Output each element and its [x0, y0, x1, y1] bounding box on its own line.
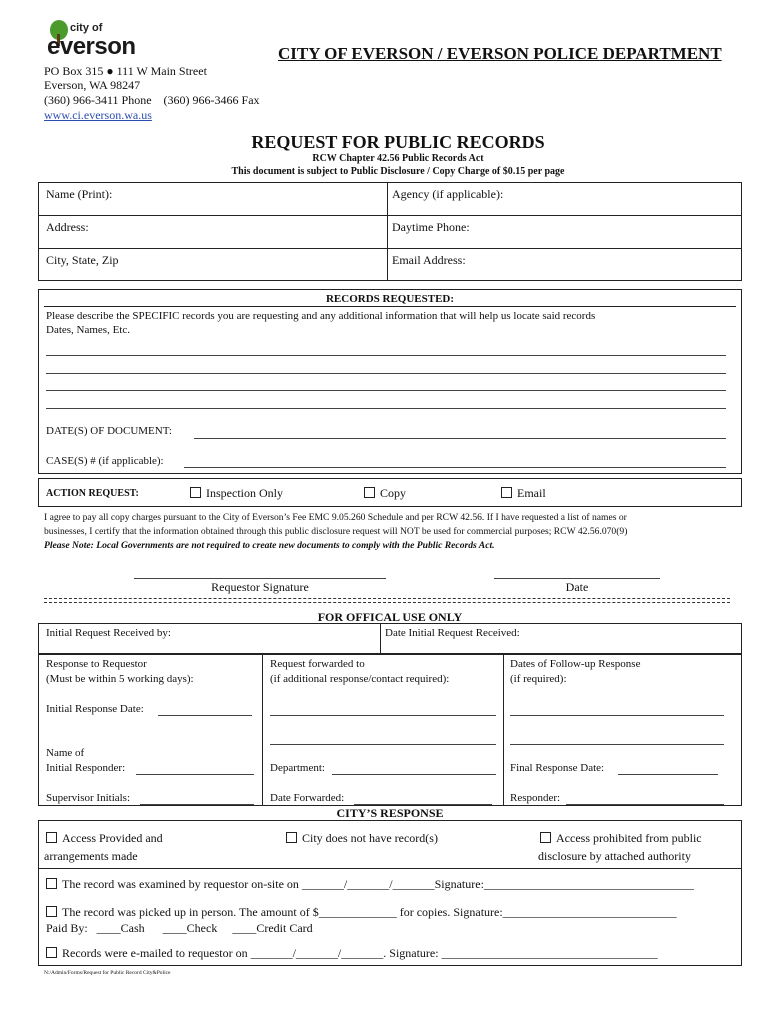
section-divider [44, 598, 730, 603]
records-instruction-1: Please describe the SPECIFIC records you are requesting and any additional information that will help us locate said records [46, 310, 596, 322]
agreement-line-1: I agree to pay all copy charges pursuant to the City of Everson’s Fee EMC 9.05.260 Schedule and per RCW 42.56. If I have requested a list of names or [44, 512, 627, 523]
if-additional-label: (if additional response/contact required): [270, 673, 450, 685]
agency-field[interactable]: Agency (if applicable): [392, 187, 504, 201]
footer-file-path: N:/Admin/Forms/Request for Public Record City&Police [44, 970, 171, 976]
paid-by-label: Paid By: ____Cash ____Check ____Credit Card [46, 921, 313, 935]
initial-response-date-label: Initial Response Date: [46, 703, 144, 715]
date-signature-label: Date [565, 580, 589, 594]
inspection-only-checkbox[interactable] [190, 486, 283, 501]
website-link[interactable]: www.ci.everson.wa.us [44, 108, 152, 122]
no-record-checkbox[interactable] [286, 831, 438, 846]
email-checkbox[interactable] [501, 486, 546, 501]
phone-line: (360) 966-3411 Phone (360) 966-3466 Fax [44, 93, 260, 107]
records-line-2[interactable] [46, 373, 726, 374]
followup-dates-label: Dates of Follow-up Response [510, 658, 641, 670]
supervisor-initials-label: Supervisor Initials: [46, 792, 131, 804]
initial-received-label: Initial Request Received by: [46, 627, 171, 639]
emailed-label: Records were e-mailed to requestor on _______/_______/_______. Signature: ____________________________________ [62, 946, 658, 960]
checkbox-icon[interactable] [46, 832, 57, 843]
department-line[interactable] [332, 774, 496, 775]
department-title: CITY OF EVERSON / EVERSON POLICE DEPARTMENT [278, 44, 722, 63]
examined-label: The record was examined by requestor on-site on _______/_______/_______Signature:___________________________________ [62, 877, 694, 891]
copy-checkbox[interactable] [364, 486, 406, 501]
no-record-label: City does not have record(s) [302, 831, 438, 845]
official-use-heading: FOR OFFICAL USE ONLY [317, 610, 463, 624]
requestor-signature-line[interactable] [134, 578, 386, 579]
initial-responder-label: Initial Responder: [46, 762, 126, 774]
date-forwarded-line[interactable] [354, 804, 492, 805]
checkbox-icon[interactable] [46, 947, 57, 958]
access-prohibited-label: Access prohibited from public [556, 831, 702, 845]
checkbox-icon[interactable] [46, 878, 57, 889]
case-number-label: CASE(S) # (if applicable): [46, 455, 164, 467]
records-line-3[interactable] [46, 390, 726, 391]
forwarded-line-1[interactable] [270, 715, 496, 716]
checkbox-icon[interactable] [46, 906, 57, 917]
followup-line-1[interactable] [510, 715, 724, 716]
within-5-days-label: (Must be within 5 working days): [46, 673, 194, 685]
inspection-only-label: Inspection Only [206, 486, 283, 500]
form-subtitle-1: RCW Chapter 42.56 Public Records Act [312, 153, 484, 164]
dates-of-document-line[interactable] [194, 438, 726, 439]
forwarded-to-label: Request forwarded to [270, 658, 365, 670]
daytime-phone-field[interactable]: Daytime Phone: [392, 220, 470, 234]
address-line-2: Everson, WA 98247 [44, 78, 141, 92]
email-option-label: Email [517, 486, 546, 500]
response-to-requestor-label: Response to Requestor [46, 658, 147, 670]
name-of-label: Name of [46, 747, 85, 759]
city-logo [44, 18, 136, 62]
agreement-note: Please Note: Local Governments are not required to create new documents to comply with the Public Records Act. [44, 540, 495, 551]
records-heading: RECORDS REQUESTED: [325, 293, 455, 305]
records-line-1[interactable] [46, 355, 726, 356]
forwarded-line-2[interactable] [270, 744, 496, 745]
access-provided-label: Access Provided and [62, 831, 163, 845]
emailed-checkbox[interactable] [46, 946, 658, 961]
address-field[interactable]: Address: [46, 220, 89, 234]
address-line-1: PO Box 315 ● 111 W Main Street [44, 64, 207, 78]
picked-up-checkbox[interactable] [46, 905, 677, 920]
dates-of-document-label: DATE(S) OF DOCUMENT: [46, 425, 172, 437]
initial-response-date-line[interactable] [158, 715, 252, 716]
access-provided-checkbox[interactable] [46, 831, 163, 846]
email-field[interactable]: Email Address: [392, 253, 466, 267]
date-signature-line[interactable] [494, 578, 660, 579]
checkbox-icon[interactable] [501, 487, 512, 498]
name-field[interactable]: Name (Print): [46, 187, 113, 201]
department-label: Department: [270, 762, 325, 774]
date-forwarded-label: Date Forwarded: [270, 792, 345, 804]
if-required-label: (if required): [510, 673, 567, 685]
records-instruction-2: Dates, Names, Etc. [46, 324, 130, 336]
access-prohibited-checkbox[interactable] [540, 831, 702, 846]
responder-line[interactable] [566, 804, 724, 805]
form-subtitle-2: This document is subject to Public Disclosure / Copy Charge of $0.15 per page [231, 166, 565, 177]
checkbox-icon[interactable] [286, 832, 297, 843]
city-state-zip-field[interactable]: City, State, Zip [46, 253, 119, 267]
arrangements-made-label: arrangements made [44, 849, 138, 863]
supervisor-initials-line[interactable] [140, 804, 254, 805]
records-line-4[interactable] [46, 408, 726, 409]
case-number-line[interactable] [184, 467, 726, 468]
followup-line-2[interactable] [510, 744, 724, 745]
action-request-label: ACTION REQUEST: [46, 488, 139, 499]
disclosure-authority-label: disclosure by attached authority [538, 849, 691, 863]
city-response-heading: CITY’S RESPONSE [336, 806, 444, 820]
form-title: REQUEST FOR PUBLIC RECORDS [251, 132, 545, 152]
agreement-line-2: businesses, I certify that the information obtained through this public disclosure request will NOT be used for commercial purposes; RCW 42.56.070(9) [44, 526, 628, 537]
responder-label: Responder: [510, 792, 561, 804]
examined-checkbox[interactable] [46, 877, 694, 892]
final-response-date-line[interactable] [618, 774, 718, 775]
requestor-info-box [38, 182, 742, 281]
picked-up-label: The record was picked up in person. The amount of $_____________ for copies. Signature:_____________________________ [62, 905, 677, 919]
logo-small-text: city of [70, 22, 103, 34]
initial-responder-line[interactable] [136, 774, 254, 775]
checkbox-icon[interactable] [540, 832, 551, 843]
date-initial-received-label: Date Initial Request Received: [385, 627, 520, 639]
copy-label: Copy [380, 486, 407, 500]
requestor-signature-label: Requestor Signature [211, 580, 309, 594]
checkbox-icon[interactable] [190, 487, 201, 498]
logo-big-text: everson [47, 33, 136, 60]
checkbox-icon[interactable] [364, 487, 375, 498]
final-response-date-label: Final Response Date: [510, 762, 605, 774]
